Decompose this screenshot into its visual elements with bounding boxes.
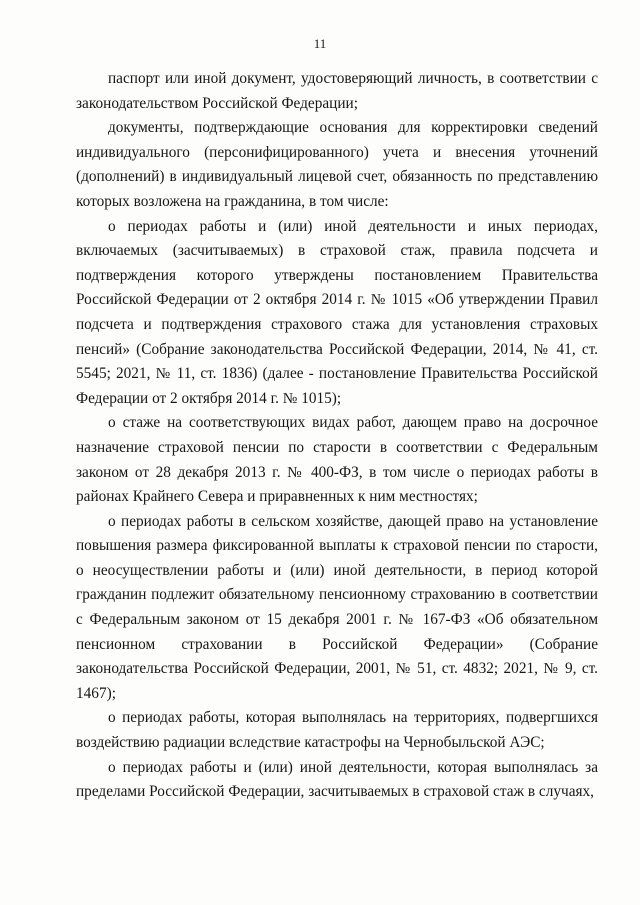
page-number: 11 bbox=[313, 36, 327, 51]
document-body bbox=[76, 67, 598, 805]
paragraph-passport: паспорт или иной документ, удостоверяющий личность, в соответствии с законодательством Российской Федерации; bbox=[76, 70, 598, 112]
paragraph-documents: документы, подтверждающие основания для корректировки сведений индивидуального (персонифицированного) учета и внесения уточнений (дополнений) в индивидуальный лицевой счет, обязанность по представлению которых возложена на гражданина, в том числе: bbox=[76, 119, 598, 210]
paragraph-chernobyl: о периодах работы, которая выполнялась на территориях, подвергшихся воздействию радиации вследствие катастрофы на Чернобыльской АЭС; bbox=[76, 709, 598, 752]
paragraph-special-experience: о стаже на соответствующих видах работ, дающем право на досрочное назначение страховой пенсии по старости в соответствии с Федеральным законом от 28 декабря 2013 г. № 400-ФЗ, в том числе о периодах работы в районах Крайнего Севера и приравненных к ним местностях; bbox=[76, 414, 598, 506]
paragraph-work-periods: о периодах работы и (или) иной деятельности и иных периодах, включаемых (засчитываемых) в страховой стаж, правила подсчета и подтверждения которого утверждены постановлением Правительства Российской Федерации от 2 октября 2014 г. № 1015 «Об утверждении Правил подсчета и подтверждения страхового стажа для установления страховых пенсий» (Собрание законодательства Российской Федерации, 2014, № 41, ст. 5545; 2021, № 11, ст. 1836) (далее - постановление Правительства Российской Федерации от 2 октября 2014 г. № 1015); bbox=[76, 217, 598, 407]
paragraph-abroad: о периодах работы и (или) иной деятельности, которая выполнялась за пределами Российской Федерации, засчитываемых в страховой стаж в случаях, bbox=[76, 758, 598, 801]
paragraph-agriculture: о периодах работы в сельском хозяйстве, дающей право на установление повышения размера фиксированной выплаты к страховой пенсии по старости, о неосуществлении работы и (или) иной деятельности, в период которой гражданин подлежит обязательному пенсионному страхованию в соответствии с Федеральным законом от 15 декабря 2001 г. № 167-ФЗ «Об обязательном пенсионном страховании в Российской Федерации» (Собрание законодательства Российской Федерации, 2001, № 51, ст. 4832; 2021, № 9, ст. 1467); bbox=[76, 512, 598, 702]
